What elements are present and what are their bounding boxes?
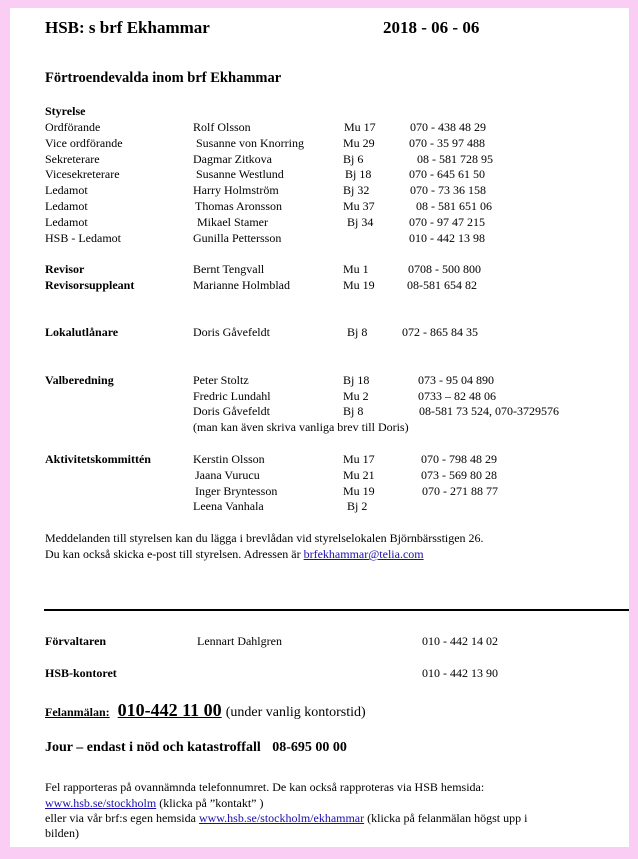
address: Mu 19 bbox=[343, 278, 375, 292]
address: Bj 18 bbox=[343, 373, 370, 387]
org-title: HSB: s brf Ekhammar bbox=[45, 18, 210, 37]
role: Ordförande bbox=[45, 120, 101, 134]
address: Mu 21 bbox=[343, 468, 375, 482]
name: Fredric Lundahl bbox=[193, 389, 271, 403]
address: Mu 1 bbox=[343, 262, 369, 276]
hsb-stockholm-link[interactable]: www.hsb.se/stockholm bbox=[45, 796, 157, 810]
name: Dagmar Zitkova bbox=[193, 152, 272, 166]
role: Valberedning bbox=[45, 373, 114, 387]
phone: 073 - 569 80 28 bbox=[421, 468, 497, 482]
name: Inger Bryntesson bbox=[195, 484, 278, 498]
role: Lokalutlånare bbox=[45, 325, 119, 339]
felanmalan-number: 010-442 11 00 bbox=[117, 700, 222, 720]
address: Bj 8 bbox=[343, 404, 364, 418]
name: Doris Gåvefeldt bbox=[193, 404, 270, 418]
name: Mikael Stamer bbox=[197, 215, 268, 229]
role: Revisor bbox=[45, 262, 85, 276]
name: Kerstin Olsson bbox=[193, 452, 265, 466]
address: Mu 2 bbox=[343, 389, 369, 403]
phone: 073 - 95 04 890 bbox=[418, 373, 494, 387]
name: Doris Gåvefeldt bbox=[193, 325, 270, 339]
address: Bj 34 bbox=[347, 215, 374, 229]
address: Mu 29 bbox=[343, 136, 375, 150]
jour-text: Jour – endast i nöd och katastroffall bbox=[45, 740, 261, 755]
address: Bj 8 bbox=[347, 325, 368, 339]
footer-line2 bbox=[45, 796, 264, 812]
role: Aktivitetskommittén bbox=[45, 452, 151, 466]
document-page bbox=[10, 8, 629, 847]
name: Bernt Tengvall bbox=[193, 262, 265, 276]
styrelse-heading: Styrelse bbox=[45, 104, 86, 118]
email-link[interactable]: brfekhammar@telia.com bbox=[303, 547, 424, 561]
felanmalan-note: (under vanlig kontorstid) bbox=[225, 705, 366, 720]
phone: 08 - 581 728 95 bbox=[417, 152, 493, 166]
address: Bj 6 bbox=[343, 152, 364, 166]
phone: 0708 - 500 800 bbox=[408, 262, 481, 276]
name: Lennart Dahlgren bbox=[197, 634, 282, 648]
phone: 010 - 442 13 90 bbox=[422, 666, 498, 680]
meddelande-line1: Meddelanden till styrelsen kan du lägga i brevlådan vid styrelselokalen Björnbärsstigen 26. bbox=[45, 531, 484, 545]
phone: 08-581 654 82 bbox=[407, 278, 477, 292]
ekhammar-link[interactable]: www.hsb.se/stockholm/ekhammar bbox=[198, 811, 365, 825]
name: Leena Vanhala bbox=[193, 499, 264, 513]
phone: 08-581 73 524, 070-3729576 bbox=[419, 404, 559, 418]
phone: 010 - 442 13 98 bbox=[409, 231, 485, 245]
address: Bj 18 bbox=[345, 167, 372, 181]
role: Ledamot bbox=[45, 215, 88, 229]
name: Gunilla Pettersson bbox=[193, 231, 282, 245]
address: Mu 19 bbox=[343, 484, 375, 498]
name: Thomas Aronsson bbox=[195, 199, 282, 213]
phone: 010 - 442 14 02 bbox=[422, 634, 498, 648]
role: Vicesekreterare bbox=[45, 167, 120, 181]
document-date: 2018 - 06 - 06 bbox=[383, 18, 480, 37]
divider bbox=[44, 609, 629, 611]
name: Rolf Olsson bbox=[193, 120, 251, 134]
phone: 070 - 271 88 77 bbox=[422, 484, 498, 498]
name: Marianne Holmblad bbox=[193, 278, 290, 292]
jour-number: 08-695 00 00 bbox=[272, 740, 347, 755]
phone: 072 - 865 84 35 bbox=[402, 325, 478, 339]
name: Susanne von Knorring bbox=[196, 136, 304, 150]
phone: 070 - 73 36 158 bbox=[410, 183, 486, 197]
label: Förvaltaren bbox=[45, 634, 107, 648]
phone: 070 - 645 61 50 bbox=[409, 167, 485, 181]
name: Peter Stoltz bbox=[193, 373, 249, 387]
footer-line4: bilden) bbox=[45, 826, 79, 840]
address: Mu 17 bbox=[344, 120, 376, 134]
name: Jaana Vurucu bbox=[195, 468, 260, 482]
phone: 070 - 798 48 29 bbox=[421, 452, 497, 466]
phone: 08 - 581 651 06 bbox=[416, 199, 492, 213]
name: Susanne Westlund bbox=[196, 167, 284, 181]
phone: 0733 – 82 48 06 bbox=[418, 389, 496, 403]
address: Mu 37 bbox=[343, 199, 375, 213]
footer-line2-suffix: (klicka på ”kontakt” ) bbox=[156, 796, 264, 810]
address: Bj 32 bbox=[343, 183, 370, 197]
felanmalan-row bbox=[45, 700, 366, 721]
footer-line1: Fel rapporteras på ovannämnda telefonnumret. De kan också rapproteras via HSB hemsida: bbox=[45, 780, 485, 794]
address: Mu 17 bbox=[343, 452, 375, 466]
role: Ledamot bbox=[45, 183, 88, 197]
felanmalan-label: Felanmälan: bbox=[45, 705, 110, 719]
role: Sekreterare bbox=[45, 152, 100, 166]
jour-row bbox=[45, 740, 347, 756]
role: Ledamot bbox=[45, 199, 88, 213]
meddelande-line2 bbox=[45, 547, 424, 563]
phone: 070 - 97 47 215 bbox=[409, 215, 485, 229]
section-subtitle: Förtroendevalda inom brf Ekhammar bbox=[45, 70, 282, 86]
label: HSB-kontoret bbox=[45, 666, 117, 680]
meddelande-line2-text: Du kan också skicka e-post till styrelsen. Adressen är bbox=[45, 547, 304, 561]
footer-line3 bbox=[45, 811, 527, 827]
footer-line3-prefix: eller via vår brf:s egen hemsida bbox=[45, 811, 199, 825]
role: Revisorsuppleant bbox=[45, 278, 135, 292]
footer-line3-suffix: (klicka på felanmälan högst upp i bbox=[364, 811, 528, 825]
role: Vice ordförande bbox=[45, 136, 123, 150]
phone: 070 - 35 97 488 bbox=[409, 136, 485, 150]
address: Bj 2 bbox=[347, 499, 368, 513]
name: Harry Holmström bbox=[193, 183, 279, 197]
role: HSB - Ledamot bbox=[45, 231, 121, 245]
phone: 070 - 438 48 29 bbox=[410, 120, 486, 134]
valberedning-note: (man kan även skriva vanliga brev till Doris) bbox=[193, 420, 409, 434]
